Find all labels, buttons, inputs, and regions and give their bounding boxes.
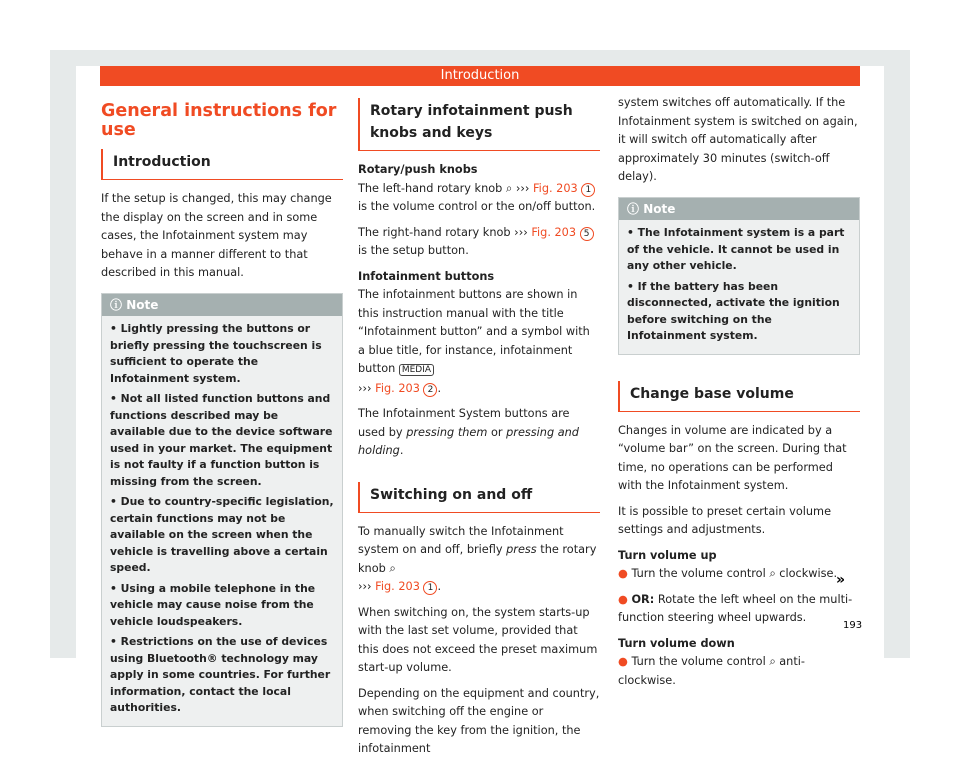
paragraph: If the setup is changed, this may change the display on the screen and in some cases, the Infotainment system may behave in a manner different to that described in this manual. (101, 192, 332, 279)
paragraph: The infotainment buttons are shown in this instruction manual with the title “Infotainment button” and a symbol with a blue title, for instance, infotainment button MEDIA ››› Fig. 203 2 . (358, 288, 590, 395)
paragraph: The right-hand rotary knob ››› Fig. 203 5 is the setup button. (358, 224, 600, 261)
column-1 (101, 98, 343, 737)
list-item: ● Turn the volume control ⌕ anti-clockwise. (618, 655, 805, 687)
subheading: Rotary/push knobs (358, 163, 478, 176)
figure-link[interactable]: Fig. 203 (375, 580, 420, 593)
continue-marker: » (836, 572, 846, 588)
subheading: Turn volume up (618, 548, 717, 562)
note-item: • Lightly pressing the buttons or briefly pressing the touchscreen is sufficient to operate the Infotainment system. (110, 322, 322, 385)
note-item: • Restrictions on the use of devices using Bluetooth® technology may apply in some countries. For further information, contact the local authorities. (110, 635, 331, 714)
note-item: • Due to country-specific legislation, certain functions may not be available on the screen when the vehicle is travelling above a certain speed. (110, 495, 334, 574)
media-key: MEDIA (399, 364, 434, 376)
page-title: General instructions for use (101, 101, 337, 140)
paragraph: Changes in volume are indicated by a “volume bar” on the screen. During that time, no operations can be performed with the Infotainment system. (618, 423, 847, 492)
callout-number: 2 (423, 383, 437, 397)
figure-link[interactable]: Fig. 203 (533, 181, 578, 195)
section-heading: Change base volume (618, 381, 860, 412)
note-box (101, 293, 343, 727)
paragraph: When switching on, the system starts-up with the last set volume, provided that this does not exceed the preset maximum start-up volume. (358, 605, 598, 674)
note-item: • Not all listed function buttons and functions described may be available due to the device software used in your market. The equipment is not faulty if a function button is missing from the screen. (110, 392, 333, 488)
chapter-header: Introduction (100, 66, 860, 86)
section-heading: Switching on and off (358, 482, 600, 513)
callout-number: 1 (581, 183, 595, 197)
list-item: ● Turn the volume control ⌕ clockwise. (618, 567, 838, 580)
paragraph: To manually switch the Infotainment system on and off, briefly press the rotary knob ⌕ ››› Fig. 203 1 . (358, 524, 597, 593)
paragraph: The Infotainment System buttons are used by pressing them or pressing and holding. (358, 407, 579, 457)
figure-link[interactable]: Fig. 203 (531, 225, 577, 239)
info-icon: ⓘ (627, 201, 644, 216)
note-item: • Using a mobile telephone in the vehicle may cause noise from the vehicle loudspeakers. (110, 581, 316, 628)
subheading: Turn volume down (618, 636, 735, 650)
paragraph: The left-hand rotary knob ⌕ ››› Fig. 203 1 is the volume control or the on/off button. (358, 181, 596, 213)
info-icon: ⓘ (110, 297, 127, 312)
note-box (618, 197, 860, 355)
figure-link[interactable]: Fig. 203 (375, 381, 420, 395)
note-item: • If the battery has been disconnected, activate the ignition before switching on the Infotainment system. (627, 279, 840, 342)
paragraph: Depending on the equipment and country, when switching off the engine or removing the key from the ignition, the infotainment (358, 686, 600, 755)
column-2 (358, 98, 600, 766)
list-item: ● OR: Rotate the left wheel on the multi-function steering wheel upwards. (618, 592, 853, 624)
page-number: 193 (843, 620, 863, 631)
column-3 (618, 94, 863, 697)
section-heading: Rotary infotainment push knobs and keys (358, 98, 600, 151)
callout-number: 5 (580, 227, 594, 241)
note-label: Note (126, 297, 159, 312)
paragraph: It is possible to preset certain volume settings and adjustments. (618, 504, 832, 536)
note-item: • The Infotainment system is a part of the vehicle. It cannot be used in any other vehicle. (627, 226, 845, 272)
section-heading: Introduction (101, 149, 343, 180)
note-label: Note (643, 201, 676, 216)
callout-number: 1 (423, 581, 437, 595)
paragraph: system switches off automatically. If the Infotainment system is switched on again, it will switch off automatically after approximately 30 minutes (switch-off delay). (618, 96, 858, 183)
subheading: Infotainment buttons (358, 269, 495, 283)
